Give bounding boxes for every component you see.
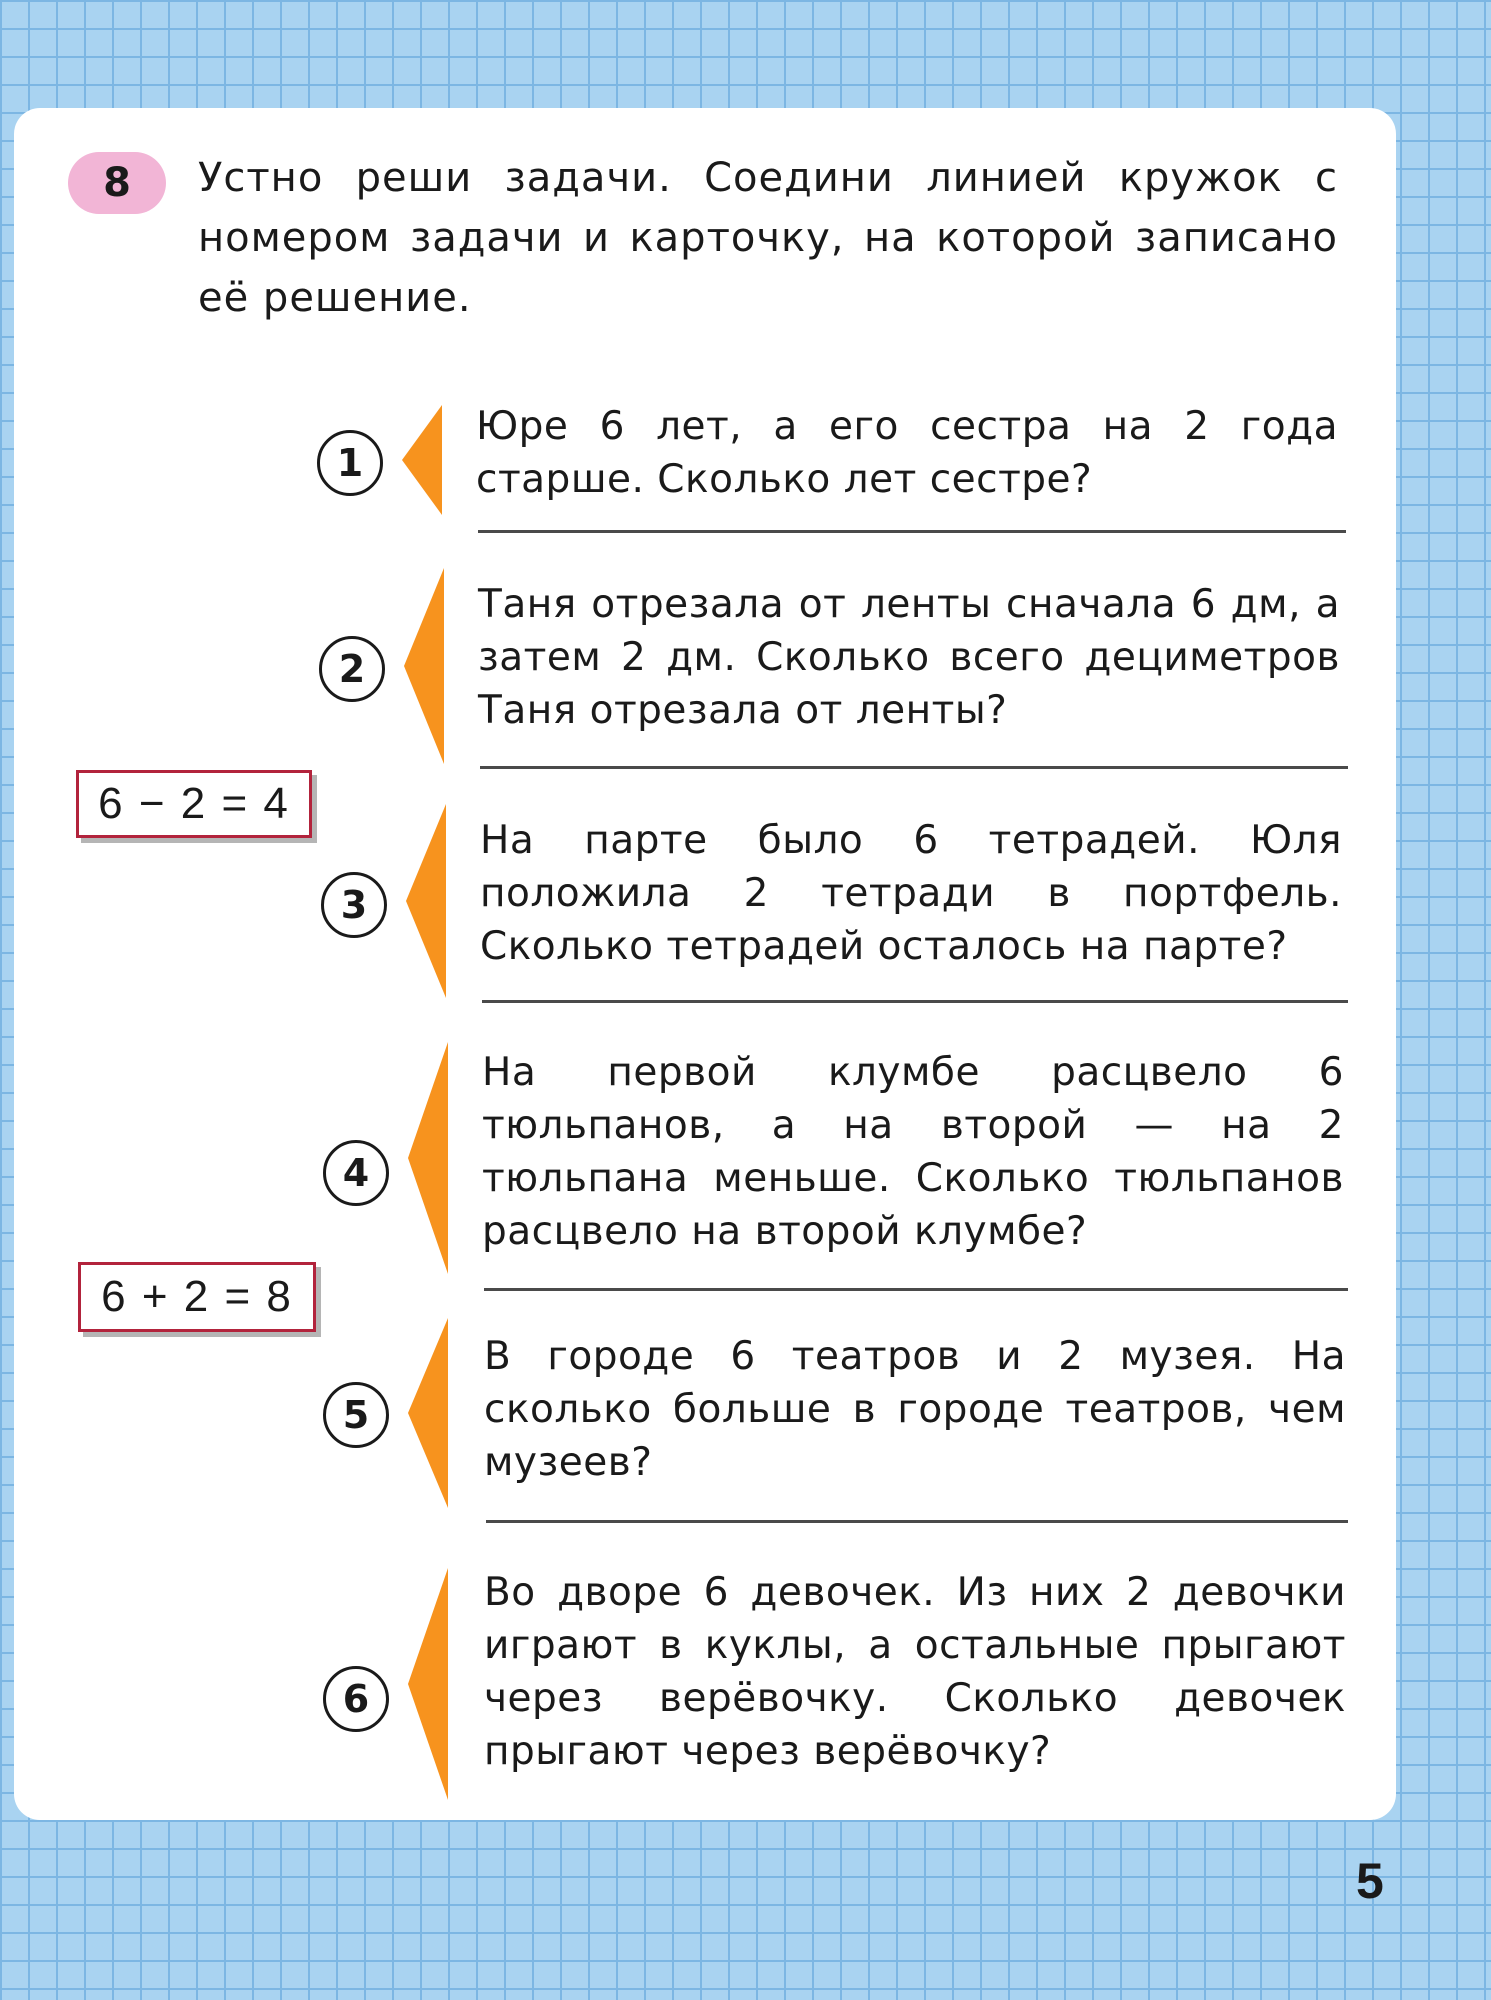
answer-line bbox=[478, 530, 1346, 533]
problem-text: В городе 6 театров и 2 музея. На сколько больше в городе театров, чем музеев? bbox=[484, 1334, 1346, 1485]
problem-text: На парте было 6 тетрадей. Юля положила 2 тетради в портфель. Сколько тетрадей осталось на парте? bbox=[480, 818, 1342, 969]
answer-line bbox=[486, 1520, 1348, 1523]
orange-pointer-icon bbox=[402, 405, 442, 515]
problem-text: Таня отрезала от ленты сначала 6 дм, а затем 2 дм. Сколько всего дециметров Таня отрезала от ленты? bbox=[478, 582, 1340, 733]
orange-pointer-icon bbox=[404, 568, 444, 764]
answer-line bbox=[484, 1288, 1348, 1291]
orange-pointer-icon bbox=[406, 804, 446, 998]
problem-number-circle[interactable]: 5 bbox=[323, 1382, 389, 1448]
orange-pointer-icon bbox=[408, 1318, 448, 1508]
orange-pointer-icon bbox=[408, 1042, 448, 1274]
problem-number-circle[interactable]: 1 bbox=[317, 430, 383, 496]
answer-line bbox=[482, 1000, 1348, 1003]
task-instruction: Устно реши задачи. Соедини линией кружок с номером задачи и карточку, на которой записано её решение. bbox=[198, 155, 1338, 321]
page-number: 5 bbox=[1356, 1853, 1384, 1909]
answer-line bbox=[480, 766, 1348, 769]
problem-number-circle[interactable]: 6 bbox=[323, 1666, 389, 1732]
problem-text: На первой клумбе расцвело 6 тюльпанов, а на второй — на 2 тюльпана меньше. Сколько тюльпанов расцвело на второй клумбе? bbox=[482, 1050, 1344, 1254]
task-number-badge: 8 bbox=[68, 152, 166, 214]
problem-number-circle[interactable]: 4 bbox=[323, 1140, 389, 1206]
problem-number-circle[interactable]: 3 bbox=[321, 872, 387, 938]
solution-card[interactable]: 6 + 2 = 8 bbox=[78, 1262, 316, 1332]
orange-pointer-icon bbox=[408, 1568, 448, 1800]
problem-number-circle[interactable]: 2 bbox=[319, 636, 385, 702]
solution-card[interactable]: 6 − 2 = 4 bbox=[76, 770, 312, 838]
problem-text: Юре 6 лет, а его сестра на 2 года старше. Сколько лет сестре? bbox=[476, 404, 1338, 502]
problem-text: Во дворе 6 девочек. Из них 2 девочки играют в куклы, а остальные прыгают через верёвочку. Сколько девочек прыгают через верёвочку? bbox=[484, 1570, 1346, 1774]
